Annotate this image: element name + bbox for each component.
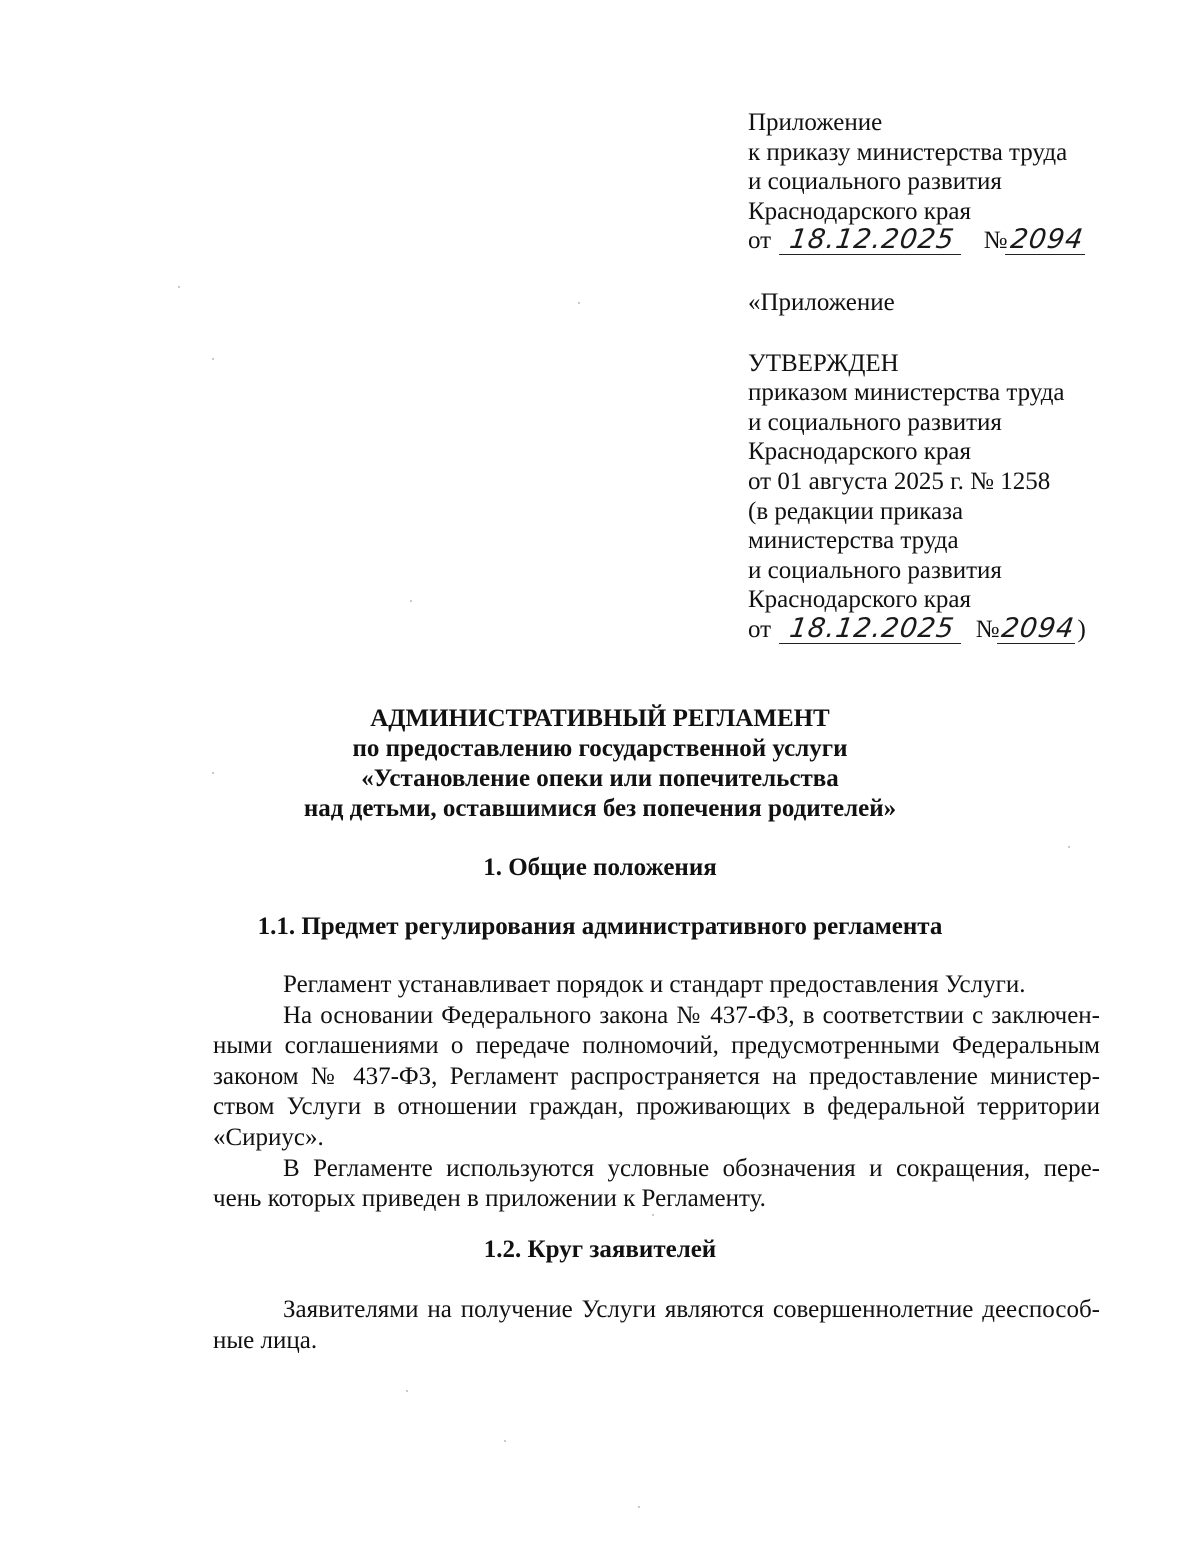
paragraph: Регламент устанавливает порядок и стандарт предоставления Услуги. xyxy=(283,971,1026,998)
approval-line: (в редакции приказа xyxy=(748,497,964,525)
subsection-heading: 1.1. Предмет регулирования административного регламента xyxy=(257,913,943,940)
paragraph-line: «Сириус». xyxy=(213,1123,324,1151)
number-label: № xyxy=(983,227,1008,255)
scan-speck xyxy=(578,302,580,304)
scan-speck xyxy=(178,286,180,288)
number-label: № xyxy=(975,615,1000,643)
approval-line: Краснодарского края xyxy=(748,438,971,466)
approval-line: от 01 августа 2025 г. № 1258 xyxy=(748,467,1051,495)
handwritten-date: 18.12.2025 xyxy=(779,226,965,255)
scan-speck xyxy=(504,1440,506,1442)
approval-line: Краснодарского края xyxy=(748,586,971,614)
paragraph-line: ными соглашениями о передаче полномочий, предусмотренными Федеральным xyxy=(213,1032,1100,1060)
scan-speck xyxy=(212,772,214,774)
section-body xyxy=(213,970,1100,1215)
closing-paren: ) xyxy=(1077,615,1086,643)
approval-prilozhenie: «Приложение xyxy=(748,289,895,316)
approval-line: и социального развития xyxy=(748,556,1002,584)
approval-block xyxy=(748,288,1148,645)
paragraph-line: ством Услуги в отношении граждан, проживающих в федеральной территории xyxy=(213,1093,1100,1121)
subsection-heading: 1.2. Круг заявителей xyxy=(483,1236,717,1263)
section-heading: 1. Общие положения xyxy=(483,854,717,881)
title-line: над детьми, оставшимися без попечения родителей» xyxy=(303,795,897,822)
header-line: к приказу министерства труда xyxy=(748,138,1068,166)
header-line: Приложение xyxy=(748,109,883,136)
scan-speck xyxy=(212,358,214,360)
title-line: «Установление опеки или попечительства xyxy=(361,765,839,792)
scan-speck xyxy=(652,1214,654,1216)
approval-line: приказом министерства труда xyxy=(748,379,1065,407)
paragraph-line: В Регламенте используются условные обозначения и сокращения, пере- xyxy=(283,1154,1100,1182)
ot-label: от xyxy=(748,615,772,643)
header-block xyxy=(748,108,1148,256)
scan-speck xyxy=(1068,846,1070,848)
scan-speck xyxy=(406,1390,408,1392)
scan-speck xyxy=(638,1506,640,1508)
paragraph-line: ные лица. xyxy=(213,1326,318,1354)
approval-line: и социального развития xyxy=(748,408,1002,436)
header-date-line xyxy=(748,226,1148,256)
paragraph-line: Заявителями на получение Услуги являются совершеннолетние дееспособ- xyxy=(283,1296,1100,1323)
ot-label: от xyxy=(748,227,772,255)
title-line: АДМИНИСТРАТИВНЫЙ РЕГЛАМЕНТ xyxy=(370,705,830,732)
section-body xyxy=(213,1295,1100,1356)
scan-speck xyxy=(410,600,412,602)
handwritten-number: 2094 xyxy=(997,615,1079,644)
header-line: Краснодарского края xyxy=(748,197,971,225)
handwritten-number: 2094 xyxy=(1005,226,1089,255)
document-title xyxy=(0,704,1200,824)
paragraph-line: законом № 437-ФЗ, Регламент распространяется на предоставление министер- xyxy=(213,1062,1100,1090)
approval-date-line xyxy=(748,612,1148,645)
handwritten-date: 18.12.2025 xyxy=(779,615,965,644)
approval-line: министерства труда xyxy=(748,527,959,555)
approval-utverzhden: УТВЕРЖДЕН xyxy=(748,349,899,377)
title-line: по предоставлению государственной услуги xyxy=(352,735,848,762)
paragraph-line: На основании Федерального закона № 437-ФЗ, в соответствии с заключен- xyxy=(283,1001,1100,1029)
header-line: и социального развития xyxy=(748,168,1002,196)
paragraph-line: чень которых приведен в приложении к Регламенту. xyxy=(213,1185,766,1213)
